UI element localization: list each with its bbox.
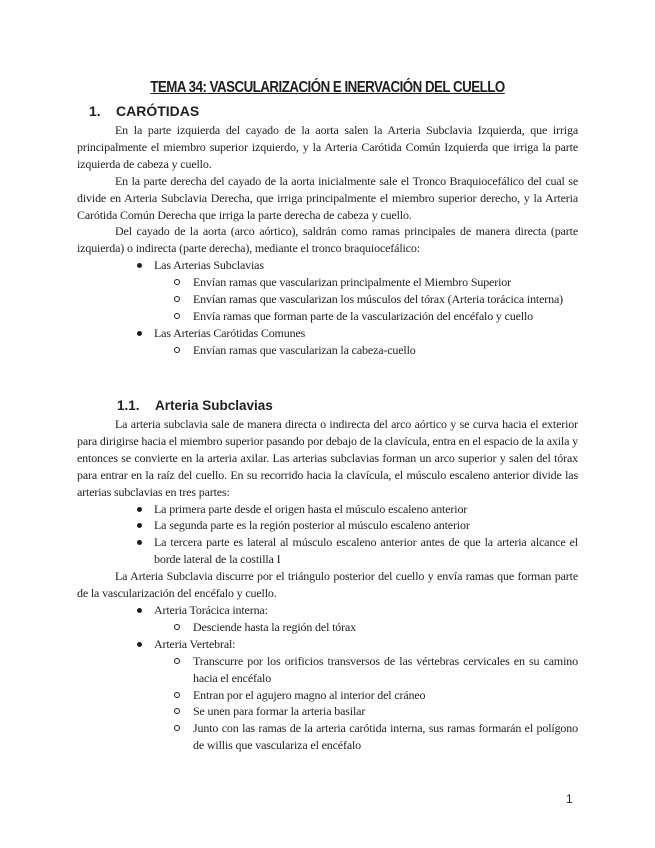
sub-list-item: Envía ramas que forman parte de la vascularización del encéfalo y cuello xyxy=(77,308,578,325)
list-item: Las Arterias Carótidas Comunes xyxy=(77,325,578,342)
subsection-title: Arteria Subclavias xyxy=(155,398,273,413)
section-1-1-body xyxy=(77,416,578,754)
sub-list-item: Desciende hasta la región del tórax xyxy=(77,619,578,636)
sub-list-item: Se unen para formar la arteria basilar xyxy=(77,703,578,720)
sub-list-item: Junto con las ramas de la arteria carótida interna, sus ramas formarán el polígono de willis que vasculariza el encéfalo xyxy=(77,720,578,754)
list-item: Las Arterias Subclavias xyxy=(77,257,578,274)
paragraph: La Arteria Subclavia discurre por el triángulo posterior del cuello y envía ramas que forman parte de la vascularización del encéfalo y cuello. xyxy=(77,569,578,601)
bullet-list xyxy=(77,501,578,569)
section-heading-arteria-subclavias xyxy=(117,398,273,413)
sub-list-item: Envían ramas que vascularizan principalmente el Miembro Superior xyxy=(77,274,578,291)
paragraph: En la parte izquierda del cayado de la aorta salen la Arteria Subclavia Izquierda, que irriga principalmente el miembro superior izquierdo, y la Arteria Carótida Común Izquierda que irriga la parte izquierda de cabeza y cuello. xyxy=(77,123,578,171)
list-item: Arteria Torácica interna: xyxy=(77,602,578,619)
page-number: 1 xyxy=(566,792,573,806)
subsection-number: 1.1. xyxy=(117,398,140,413)
list-item: La primera parte desde el origen hasta el músculo escaleno anterior xyxy=(77,501,578,518)
paragraph: En la parte derecha del cayado de la aorta inicialmente sale el Tronco Braquiocefálico del cual se divide en Arteria Subclavia Derecha, que irriga principalmente el miembro superior derecho, y la Arteria Carótida Común Derecha que irriga la parte derecha de cabeza y cuello. xyxy=(77,173,578,222)
section-number: 1. xyxy=(89,103,101,119)
list-item: La tercera parte es lateral al músculo escaleno anterior antes de que la arteria alcance el borde lateral de la costilla I xyxy=(77,534,578,568)
page-title: TEMA 34: VASCULARIZACIÓN E INERVACIÓN DEL CUELLO xyxy=(150,79,505,96)
bullet-list xyxy=(77,602,578,754)
sub-list-item: Envían ramas que vascularizan la cabeza-cuello xyxy=(77,342,578,359)
bullet-list xyxy=(77,257,578,358)
list-item: La segunda parte es la región posterior al músculo escaleno anterior xyxy=(77,517,578,534)
sub-list-item: Envían ramas que vascularizan los músculos del tórax (Arteria torácica interna) xyxy=(77,291,578,308)
paragraph: Del cayado de la aorta (arco aórtico), saldrán como ramas principales de manera directa (parte izquierda) o indirecta (parte derecha), mediante el tronco braquiocefálico: xyxy=(77,224,578,256)
section-1-body xyxy=(77,122,578,359)
list-item: Arteria Vertebral: xyxy=(77,636,578,653)
paragraph: La arteria subclavia sale de manera directa o indirecta del arco aórtico y se curva hacia el exterior para dirigirse hacia el miembro superior pasando por debajo de la clavícula, entra en el espacio de la axila y entonces se convierte en la arteria axilar. Las arterias subclavias forman un arco superior y salen del tórax para entrar en la raíz del cuello. En su recorrido hacia la clavícula, el músculo escaleno anterior divide las arterias subclavias en tres partes: xyxy=(77,417,578,499)
section-heading-carotidas xyxy=(89,103,199,119)
sub-list-item: Entran por el agujero magno al interior del cráneo xyxy=(77,687,578,704)
section-title: CARÓTIDAS xyxy=(116,103,200,119)
sub-list-item: Transcurre por los orificios transversos de las vértebras cervicales en su camino hacia el encéfalo xyxy=(77,653,578,687)
